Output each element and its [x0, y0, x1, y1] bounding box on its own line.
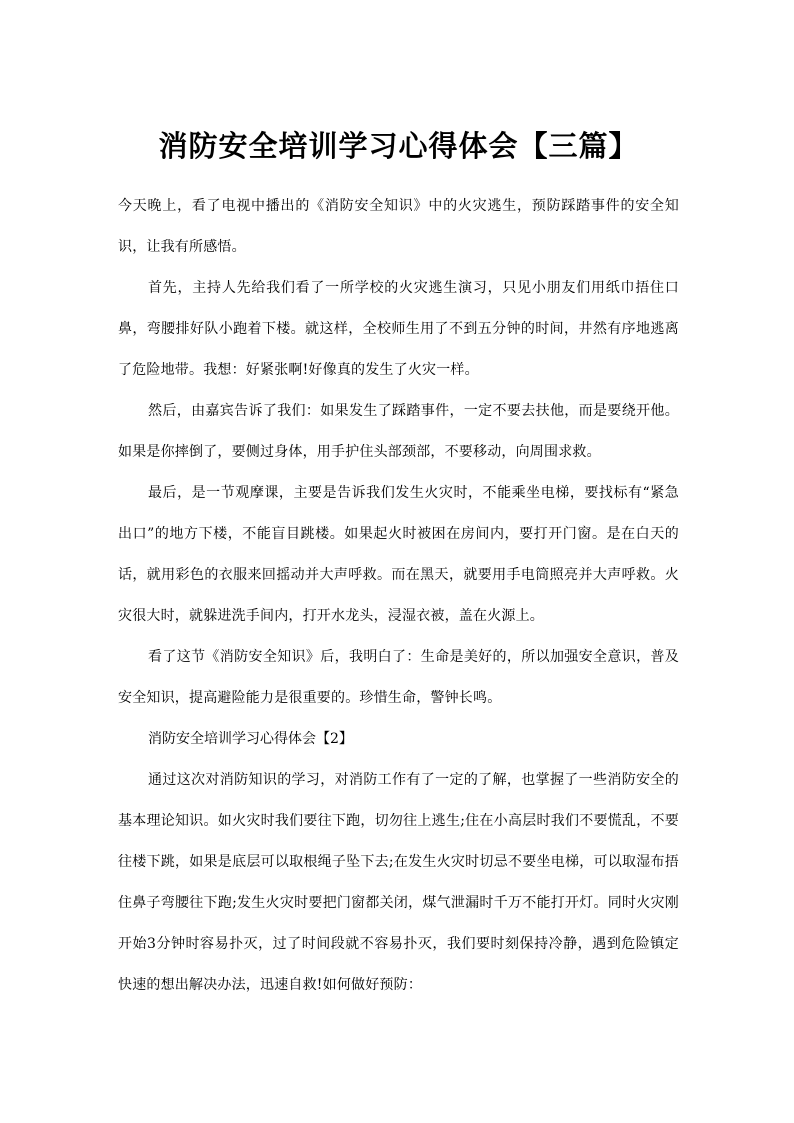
document-title: 消防安全培训学习心得体会【三篇】	[158, 129, 639, 163]
document-body	[118, 186, 679, 1006]
paragraph-finally: 最后，是一节观摩课，主要是告诉我们发生火灾时，不能乘坐电梯，要找标有“紧急出口”的地方下楼，不能盲目跳楼。如果起火时被困在房间内，要打开门窗。是在白天的话，就用彩色的衣服来回摇动并大声呼救。而在黑天，就要用手电筒照亮并大声呼救。火灾很大时，就躲进洗手间内，打开水龙头，浸湿衣被，盖在火源上。	[118, 485, 679, 624]
paragraph-first: 首先，主持人先给我们看了一所学校的火灾逃生演习，只见小朋友们用纸巾捂住口鼻，弯腰排好队小跑着下楼。就这样，全校师生用了不到五分钟的时间，井然有序地逃离了危险地带。我想：好紧张啊!好像真的发生了火灾一样。	[118, 280, 679, 378]
section-2-paragraph: 通过这次对消防知识的学习，对消防工作有了一定的了解，也掌握了一些消防安全的基本理论知识。如火灾时我们要往下跑，切勿往上逃生;住在小高层时我们不要慌乱，不要往楼下跳，如果是底层可以取根绳子坠下去;在发生火灾时切忌不要坐电梯，可以取湿布捂住鼻子弯腰往下跑;发生火灾时要把门窗都关闭，煤气泄漏时千万不能打开灯。同时火灾刚开始3分钟时容易扑灭，过了时间段就不容易扑灭，我们要时刻保持冷静，遇到危险镇定快速的想出解决办法，迅速自救!如何做好预防：	[118, 772, 679, 993]
paragraph-intro: 今天晚上，看了电视中播出的《消防安全知识》中的火灾逃生，预防踩踏事件的安全知识，让我有所感悟。	[118, 198, 679, 255]
section-2-heading: 消防安全培训学习心得体会【2】	[148, 731, 353, 747]
paragraph-then: 然后，由嘉宾告诉了我们：如果发生了踩踏事件，一定不要去扶他，而是要绕开他。如果是你摔倒了，要侧过身体，用手护住头部颈部，不要移动，向周围求救。	[118, 403, 679, 460]
paragraph-conclusion: 看了这节《消防安全知识》后，我明白了：生命是美好的，所以加强安全意识，普及安全知识，提高避险能力是很重要的。珍惜生命，警钟长鸣。	[118, 649, 679, 706]
